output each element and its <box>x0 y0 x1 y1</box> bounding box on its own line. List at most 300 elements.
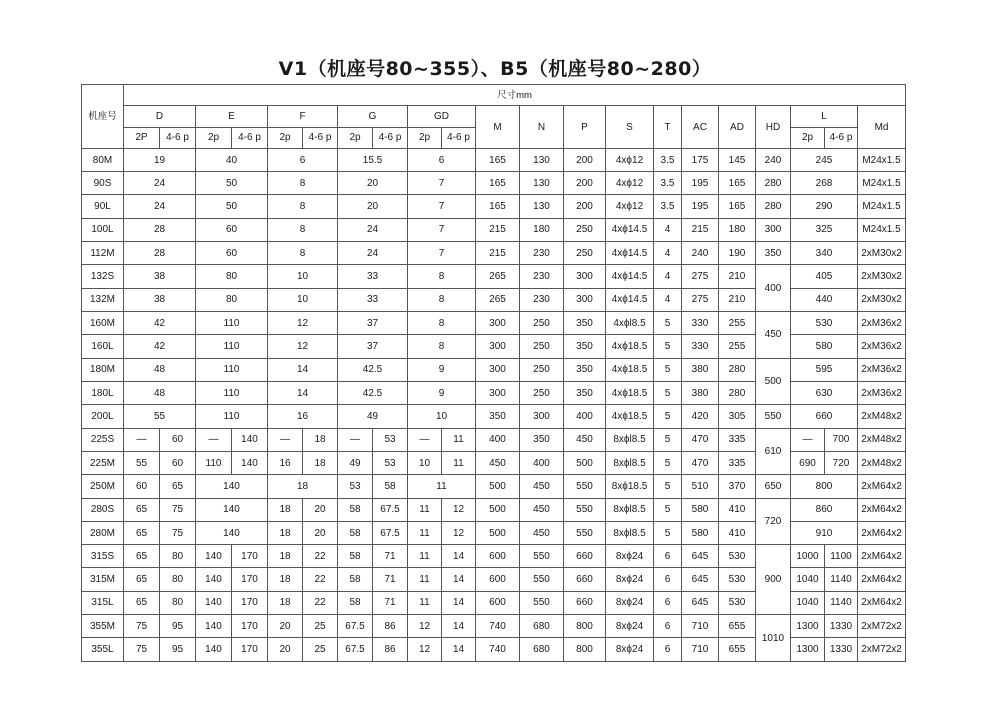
md-cell: 2xM64x2 <box>858 545 906 568</box>
hd-cell: 720 <box>756 498 791 545</box>
p-cell: 350 <box>564 358 606 381</box>
m-cell: 500 <box>476 498 520 521</box>
e-cell: 60 <box>196 242 268 265</box>
subheader-GD-4-6p: 4-6 p <box>442 127 476 148</box>
e-4-6p-cell: 170 <box>232 545 268 568</box>
g-2p-cell: 58 <box>338 591 373 614</box>
f-cell: 8 <box>268 242 338 265</box>
frame-cell: 225M <box>82 451 124 474</box>
f-2p-cell: 16 <box>268 451 303 474</box>
gd-2p-cell: 11 <box>408 568 442 591</box>
md-cell: 2xM30x2 <box>858 265 906 288</box>
m-cell: 165 <box>476 172 520 195</box>
ac-cell: 710 <box>682 638 719 662</box>
l-cell: 580 <box>791 335 858 358</box>
md-cell: 2xM64x2 <box>858 498 906 521</box>
s-cell: 4xϕ14.5 <box>606 288 654 311</box>
g-4-6p-cell: 71 <box>373 568 408 591</box>
t-cell: 6 <box>654 545 682 568</box>
n-cell: 250 <box>520 381 564 404</box>
hd-cell: 900 <box>756 545 791 615</box>
t-cell: 6 <box>654 568 682 591</box>
gd-cell: 11 <box>408 475 476 498</box>
ac-cell: 645 <box>682 545 719 568</box>
t-cell: 5 <box>654 335 682 358</box>
d-4-6p-cell: 95 <box>160 638 196 662</box>
e-cell: 80 <box>196 288 268 311</box>
subheader-F-4-6p: 4-6 p <box>303 127 338 148</box>
s-cell: 8xϕl8.5 <box>606 498 654 521</box>
subheader-L-2p: 2p <box>791 127 825 148</box>
f-cell: 8 <box>268 195 338 218</box>
t-cell: 6 <box>654 591 682 614</box>
table-row <box>82 428 906 451</box>
d-cell: 28 <box>124 218 196 241</box>
frame-cell: 180L <box>82 381 124 404</box>
subheader-D-4-6p: 4-6 p <box>160 127 196 148</box>
p-cell: 800 <box>564 615 606 638</box>
p-cell: 660 <box>564 545 606 568</box>
l-cell: 530 <box>791 312 858 335</box>
l-2p-cell: 1300 <box>791 615 825 638</box>
gd-4-6p-cell: 11 <box>442 451 476 474</box>
ad-cell: 210 <box>719 288 756 311</box>
l-cell: 245 <box>791 148 858 171</box>
f-cell: 10 <box>268 265 338 288</box>
gd-4-6p-cell: 14 <box>442 568 476 591</box>
table-row <box>82 265 906 288</box>
gd-cell: 8 <box>408 265 476 288</box>
table-row <box>82 195 906 218</box>
n-cell: 230 <box>520 288 564 311</box>
header-L: L <box>791 106 858 127</box>
l-cell: 325 <box>791 218 858 241</box>
md-cell: M24x1.5 <box>858 172 906 195</box>
n-cell: 680 <box>520 638 564 662</box>
table-row <box>82 545 906 568</box>
hd-cell: 450 <box>756 312 791 359</box>
g-4-6p-cell: 53 <box>373 428 408 451</box>
ad-cell: 335 <box>719 451 756 474</box>
e-2p-cell: 140 <box>196 638 232 662</box>
t-cell: 5 <box>654 405 682 428</box>
p-cell: 200 <box>564 148 606 171</box>
l-4-6p-cell: 720 <box>825 451 858 474</box>
f-4-6p-cell: 22 <box>303 591 338 614</box>
m-cell: 600 <box>476 591 520 614</box>
gd-2p-cell: 11 <box>408 545 442 568</box>
s-cell: 4xϕ18.5 <box>606 358 654 381</box>
p-cell: 500 <box>564 451 606 474</box>
p-cell: 300 <box>564 288 606 311</box>
header-GD: GD <box>408 106 476 127</box>
d-cell: 28 <box>124 242 196 265</box>
p-cell: 250 <box>564 218 606 241</box>
ac-cell: 195 <box>682 195 719 218</box>
n-cell: 130 <box>520 148 564 171</box>
hd-cell: 350 <box>756 242 791 265</box>
frame-cell: 280M <box>82 521 124 544</box>
e-2p-cell: — <box>196 428 232 451</box>
f-cell: 8 <box>268 172 338 195</box>
ad-cell: 180 <box>719 218 756 241</box>
f-cell: 18 <box>268 475 338 498</box>
m-cell: 500 <box>476 521 520 544</box>
l-cell: 405 <box>791 265 858 288</box>
table-row <box>82 148 906 171</box>
g-cell: 42.5 <box>338 358 408 381</box>
md-cell: 2xM72x2 <box>858 638 906 662</box>
n-cell: 180 <box>520 218 564 241</box>
page-title: V1（机座号80~355）、B5（机座号80~280） <box>278 58 712 80</box>
l-4-6p-cell: 1140 <box>825 591 858 614</box>
l-4-6p-cell: 1100 <box>825 545 858 568</box>
e-cell: 50 <box>196 195 268 218</box>
md-cell: M24x1.5 <box>858 148 906 171</box>
l-cell: 268 <box>791 172 858 195</box>
d-2p-cell: 60 <box>124 475 160 498</box>
m-cell: 740 <box>476 615 520 638</box>
t-cell: 5 <box>654 312 682 335</box>
s-cell: 8xϕ24 <box>606 638 654 662</box>
p-cell: 350 <box>564 312 606 335</box>
table-row <box>82 615 906 638</box>
gd-cell: 8 <box>408 335 476 358</box>
md-cell: 2xM30x2 <box>858 288 906 311</box>
f-4-6p-cell: 20 <box>303 521 338 544</box>
p-cell: 550 <box>564 521 606 544</box>
g-cell: 49 <box>338 405 408 428</box>
e-2p-cell: 140 <box>196 545 232 568</box>
ad-cell: 210 <box>719 265 756 288</box>
e-2p-cell: 110 <box>196 451 232 474</box>
ad-cell: 145 <box>719 148 756 171</box>
s-cell: 8xϕ18.5 <box>606 475 654 498</box>
frame-cell: 100L <box>82 218 124 241</box>
f-cell: 12 <box>268 312 338 335</box>
table-row <box>82 172 906 195</box>
t-cell: 6 <box>654 615 682 638</box>
t-cell: 4 <box>654 218 682 241</box>
p-cell: 200 <box>564 172 606 195</box>
s-cell: 8xϕ24 <box>606 615 654 638</box>
md-cell: 2xM48x2 <box>858 451 906 474</box>
ac-cell: 645 <box>682 568 719 591</box>
header-D: D <box>124 106 196 127</box>
t-cell: 5 <box>654 428 682 451</box>
md-cell: 2xM48x2 <box>858 428 906 451</box>
g-cell: 24 <box>338 242 408 265</box>
g-2p-cell: 49 <box>338 451 373 474</box>
e-cell: 110 <box>196 358 268 381</box>
md-cell: 2xM36x2 <box>858 381 906 404</box>
gd-4-6p-cell: 14 <box>442 591 476 614</box>
header-E: E <box>196 106 268 127</box>
n-cell: 450 <box>520 475 564 498</box>
p-cell: 200 <box>564 195 606 218</box>
ad-cell: 190 <box>719 242 756 265</box>
l-4-6p-cell: 1140 <box>825 568 858 591</box>
d-cell: 19 <box>124 148 196 171</box>
d-cell: 24 <box>124 195 196 218</box>
s-cell: 4xϕ18.5 <box>606 335 654 358</box>
d-cell: 38 <box>124 288 196 311</box>
g-4-6p-cell: 53 <box>373 451 408 474</box>
md-cell: M24x1.5 <box>858 218 906 241</box>
g-2p-cell: 53 <box>338 475 373 498</box>
frame-cell: 160L <box>82 335 124 358</box>
gd-cell: 9 <box>408 381 476 404</box>
f-2p-cell: 18 <box>268 498 303 521</box>
e-4-6p-cell: 170 <box>232 615 268 638</box>
hd-cell: 610 <box>756 428 791 475</box>
hd-cell: 400 <box>756 265 791 312</box>
t-cell: 5 <box>654 498 682 521</box>
s-cell: 4xϕ12 <box>606 195 654 218</box>
d-4-6p-cell: 80 <box>160 591 196 614</box>
s-cell: 4xϕ12 <box>606 172 654 195</box>
table-row <box>82 312 906 335</box>
p-cell: 400 <box>564 405 606 428</box>
m-cell: 265 <box>476 288 520 311</box>
e-cell: 80 <box>196 265 268 288</box>
m-cell: 740 <box>476 638 520 662</box>
ad-cell: 165 <box>719 195 756 218</box>
gd-cell: 8 <box>408 288 476 311</box>
header-row-1 <box>82 85 906 106</box>
t-cell: 5 <box>654 451 682 474</box>
n-cell: 550 <box>520 545 564 568</box>
p-cell: 300 <box>564 265 606 288</box>
header-S: S <box>606 106 654 149</box>
gd-cell: 8 <box>408 312 476 335</box>
ac-cell: 645 <box>682 591 719 614</box>
subheader-G-4-6p: 4-6 p <box>373 127 408 148</box>
s-cell: 8xϕl8.5 <box>606 521 654 544</box>
t-cell: 3.5 <box>654 172 682 195</box>
m-cell: 215 <box>476 218 520 241</box>
md-cell: 2xM72x2 <box>858 615 906 638</box>
e-cell: 40 <box>196 148 268 171</box>
f-2p-cell: 18 <box>268 591 303 614</box>
l-2p-cell: 1040 <box>791 568 825 591</box>
g-4-6p-cell: 71 <box>373 545 408 568</box>
e-4-6p-cell: 170 <box>232 591 268 614</box>
t-cell: 5 <box>654 381 682 404</box>
l-cell: 290 <box>791 195 858 218</box>
ac-cell: 380 <box>682 358 719 381</box>
p-cell: 250 <box>564 242 606 265</box>
f-2p-cell: 20 <box>268 615 303 638</box>
ac-cell: 710 <box>682 615 719 638</box>
s-cell: 4xϕ14.5 <box>606 218 654 241</box>
frame-cell: 250M <box>82 475 124 498</box>
f-4-6p-cell: 18 <box>303 451 338 474</box>
d-2p-cell: 75 <box>124 615 160 638</box>
ad-cell: 255 <box>719 335 756 358</box>
ac-cell: 275 <box>682 288 719 311</box>
d-cell: 24 <box>124 172 196 195</box>
gd-2p-cell: 11 <box>408 591 442 614</box>
e-cell: 60 <box>196 218 268 241</box>
e-4-6p-cell: 170 <box>232 568 268 591</box>
d-cell: 42 <box>124 335 196 358</box>
gd-2p-cell: 12 <box>408 615 442 638</box>
d-cell: 48 <box>124 358 196 381</box>
n-cell: 130 <box>520 195 564 218</box>
ad-cell: 530 <box>719 545 756 568</box>
t-cell: 4 <box>654 242 682 265</box>
m-cell: 265 <box>476 265 520 288</box>
e-2p-cell: 140 <box>196 568 232 591</box>
s-cell: 4xϕ12 <box>606 148 654 171</box>
g-4-6p-cell: 58 <box>373 475 408 498</box>
l-cell: 630 <box>791 381 858 404</box>
m-cell: 300 <box>476 312 520 335</box>
g-2p-cell: 58 <box>338 545 373 568</box>
ad-cell: 280 <box>719 381 756 404</box>
header-AD: AD <box>719 106 756 149</box>
m-cell: 215 <box>476 242 520 265</box>
m-cell: 600 <box>476 568 520 591</box>
ad-cell: 165 <box>719 172 756 195</box>
header-N: N <box>520 106 564 149</box>
t-cell: 5 <box>654 358 682 381</box>
t-cell: 5 <box>654 475 682 498</box>
n-cell: 450 <box>520 521 564 544</box>
n-cell: 250 <box>520 335 564 358</box>
d-4-6p-cell: 95 <box>160 615 196 638</box>
table-row <box>82 475 906 498</box>
n-cell: 250 <box>520 358 564 381</box>
s-cell: 8xϕ24 <box>606 568 654 591</box>
t-cell: 4 <box>654 288 682 311</box>
header-P: P <box>564 106 606 149</box>
g-4-6p-cell: 86 <box>373 615 408 638</box>
d-cell: 42 <box>124 312 196 335</box>
f-2p-cell: 18 <box>268 545 303 568</box>
ac-cell: 580 <box>682 498 719 521</box>
l-cell: 340 <box>791 242 858 265</box>
header-AC: AC <box>682 106 719 149</box>
header-G: G <box>338 106 408 127</box>
ad-cell: 530 <box>719 591 756 614</box>
table-row <box>82 358 906 381</box>
md-cell: 2xM36x2 <box>858 335 906 358</box>
m-cell: 450 <box>476 451 520 474</box>
l-4-6p-cell: 700 <box>825 428 858 451</box>
gd-cell: 7 <box>408 195 476 218</box>
l-2p-cell: 690 <box>791 451 825 474</box>
s-cell: 8xϕl8.5 <box>606 428 654 451</box>
l-cell: 910 <box>791 521 858 544</box>
frame-cell: 280S <box>82 498 124 521</box>
l-2p-cell: 1040 <box>791 591 825 614</box>
frame-cell: 355M <box>82 615 124 638</box>
md-cell: 2xM64x2 <box>858 568 906 591</box>
f-4-6p-cell: 22 <box>303 545 338 568</box>
ad-cell: 280 <box>719 358 756 381</box>
g-2p-cell: — <box>338 428 373 451</box>
frame-cell: 180M <box>82 358 124 381</box>
subheader-E-2p: 2p <box>196 127 232 148</box>
l-cell: 440 <box>791 288 858 311</box>
s-cell: 4xϕ14.5 <box>606 265 654 288</box>
frame-cell: 200L <box>82 405 124 428</box>
f-2p-cell: 20 <box>268 638 303 662</box>
gd-2p-cell: 12 <box>408 638 442 662</box>
f-4-6p-cell: 25 <box>303 615 338 638</box>
d-2p-cell: 65 <box>124 568 160 591</box>
hd-cell: 280 <box>756 172 791 195</box>
e-cell: 110 <box>196 381 268 404</box>
ac-cell: 330 <box>682 335 719 358</box>
g-2p-cell: 58 <box>338 521 373 544</box>
frame-cell: 80M <box>82 148 124 171</box>
f-4-6p-cell: 22 <box>303 568 338 591</box>
ad-cell: 255 <box>719 312 756 335</box>
p-cell: 660 <box>564 568 606 591</box>
ac-cell: 380 <box>682 381 719 404</box>
n-cell: 130 <box>520 172 564 195</box>
d-2p-cell: 55 <box>124 451 160 474</box>
d-2p-cell: 65 <box>124 498 160 521</box>
p-cell: 550 <box>564 498 606 521</box>
hd-cell: 550 <box>756 405 791 428</box>
e-4-6p-cell: 140 <box>232 451 268 474</box>
n-cell: 300 <box>520 405 564 428</box>
n-cell: 680 <box>520 615 564 638</box>
table-row <box>82 498 906 521</box>
d-4-6p-cell: 60 <box>160 451 196 474</box>
f-cell: 16 <box>268 405 338 428</box>
f-2p-cell: 18 <box>268 521 303 544</box>
ac-cell: 215 <box>682 218 719 241</box>
e-2p-cell: 140 <box>196 591 232 614</box>
n-cell: 450 <box>520 498 564 521</box>
md-cell: 2xM48x2 <box>858 405 906 428</box>
t-cell: 3.5 <box>654 195 682 218</box>
ac-cell: 510 <box>682 475 719 498</box>
g-4-6p-cell: 67.5 <box>373 521 408 544</box>
gd-cell: 10 <box>408 405 476 428</box>
d-4-6p-cell: 75 <box>160 498 196 521</box>
frame-cell: 315S <box>82 545 124 568</box>
gd-cell: 7 <box>408 242 476 265</box>
ac-cell: 240 <box>682 242 719 265</box>
header-F: F <box>268 106 338 127</box>
f-4-6p-cell: 18 <box>303 428 338 451</box>
subheader-L-4-6p: 4-6 p <box>825 127 858 148</box>
g-cell: 24 <box>338 218 408 241</box>
gd-4-6p-cell: 14 <box>442 638 476 662</box>
gd-4-6p-cell: 14 <box>442 615 476 638</box>
ad-cell: 410 <box>719 498 756 521</box>
f-cell: 8 <box>268 218 338 241</box>
s-cell: 4xϕ18.5 <box>606 405 654 428</box>
f-cell: 12 <box>268 335 338 358</box>
ac-cell: 420 <box>682 405 719 428</box>
d-cell: 55 <box>124 405 196 428</box>
l-cell: 660 <box>791 405 858 428</box>
hd-cell: 240 <box>756 148 791 171</box>
n-cell: 250 <box>520 312 564 335</box>
f-cell: 14 <box>268 358 338 381</box>
hd-cell: 300 <box>756 218 791 241</box>
hd-cell: 1010 <box>756 615 791 662</box>
f-cell: 6 <box>268 148 338 171</box>
g-cell: 15.5 <box>338 148 408 171</box>
